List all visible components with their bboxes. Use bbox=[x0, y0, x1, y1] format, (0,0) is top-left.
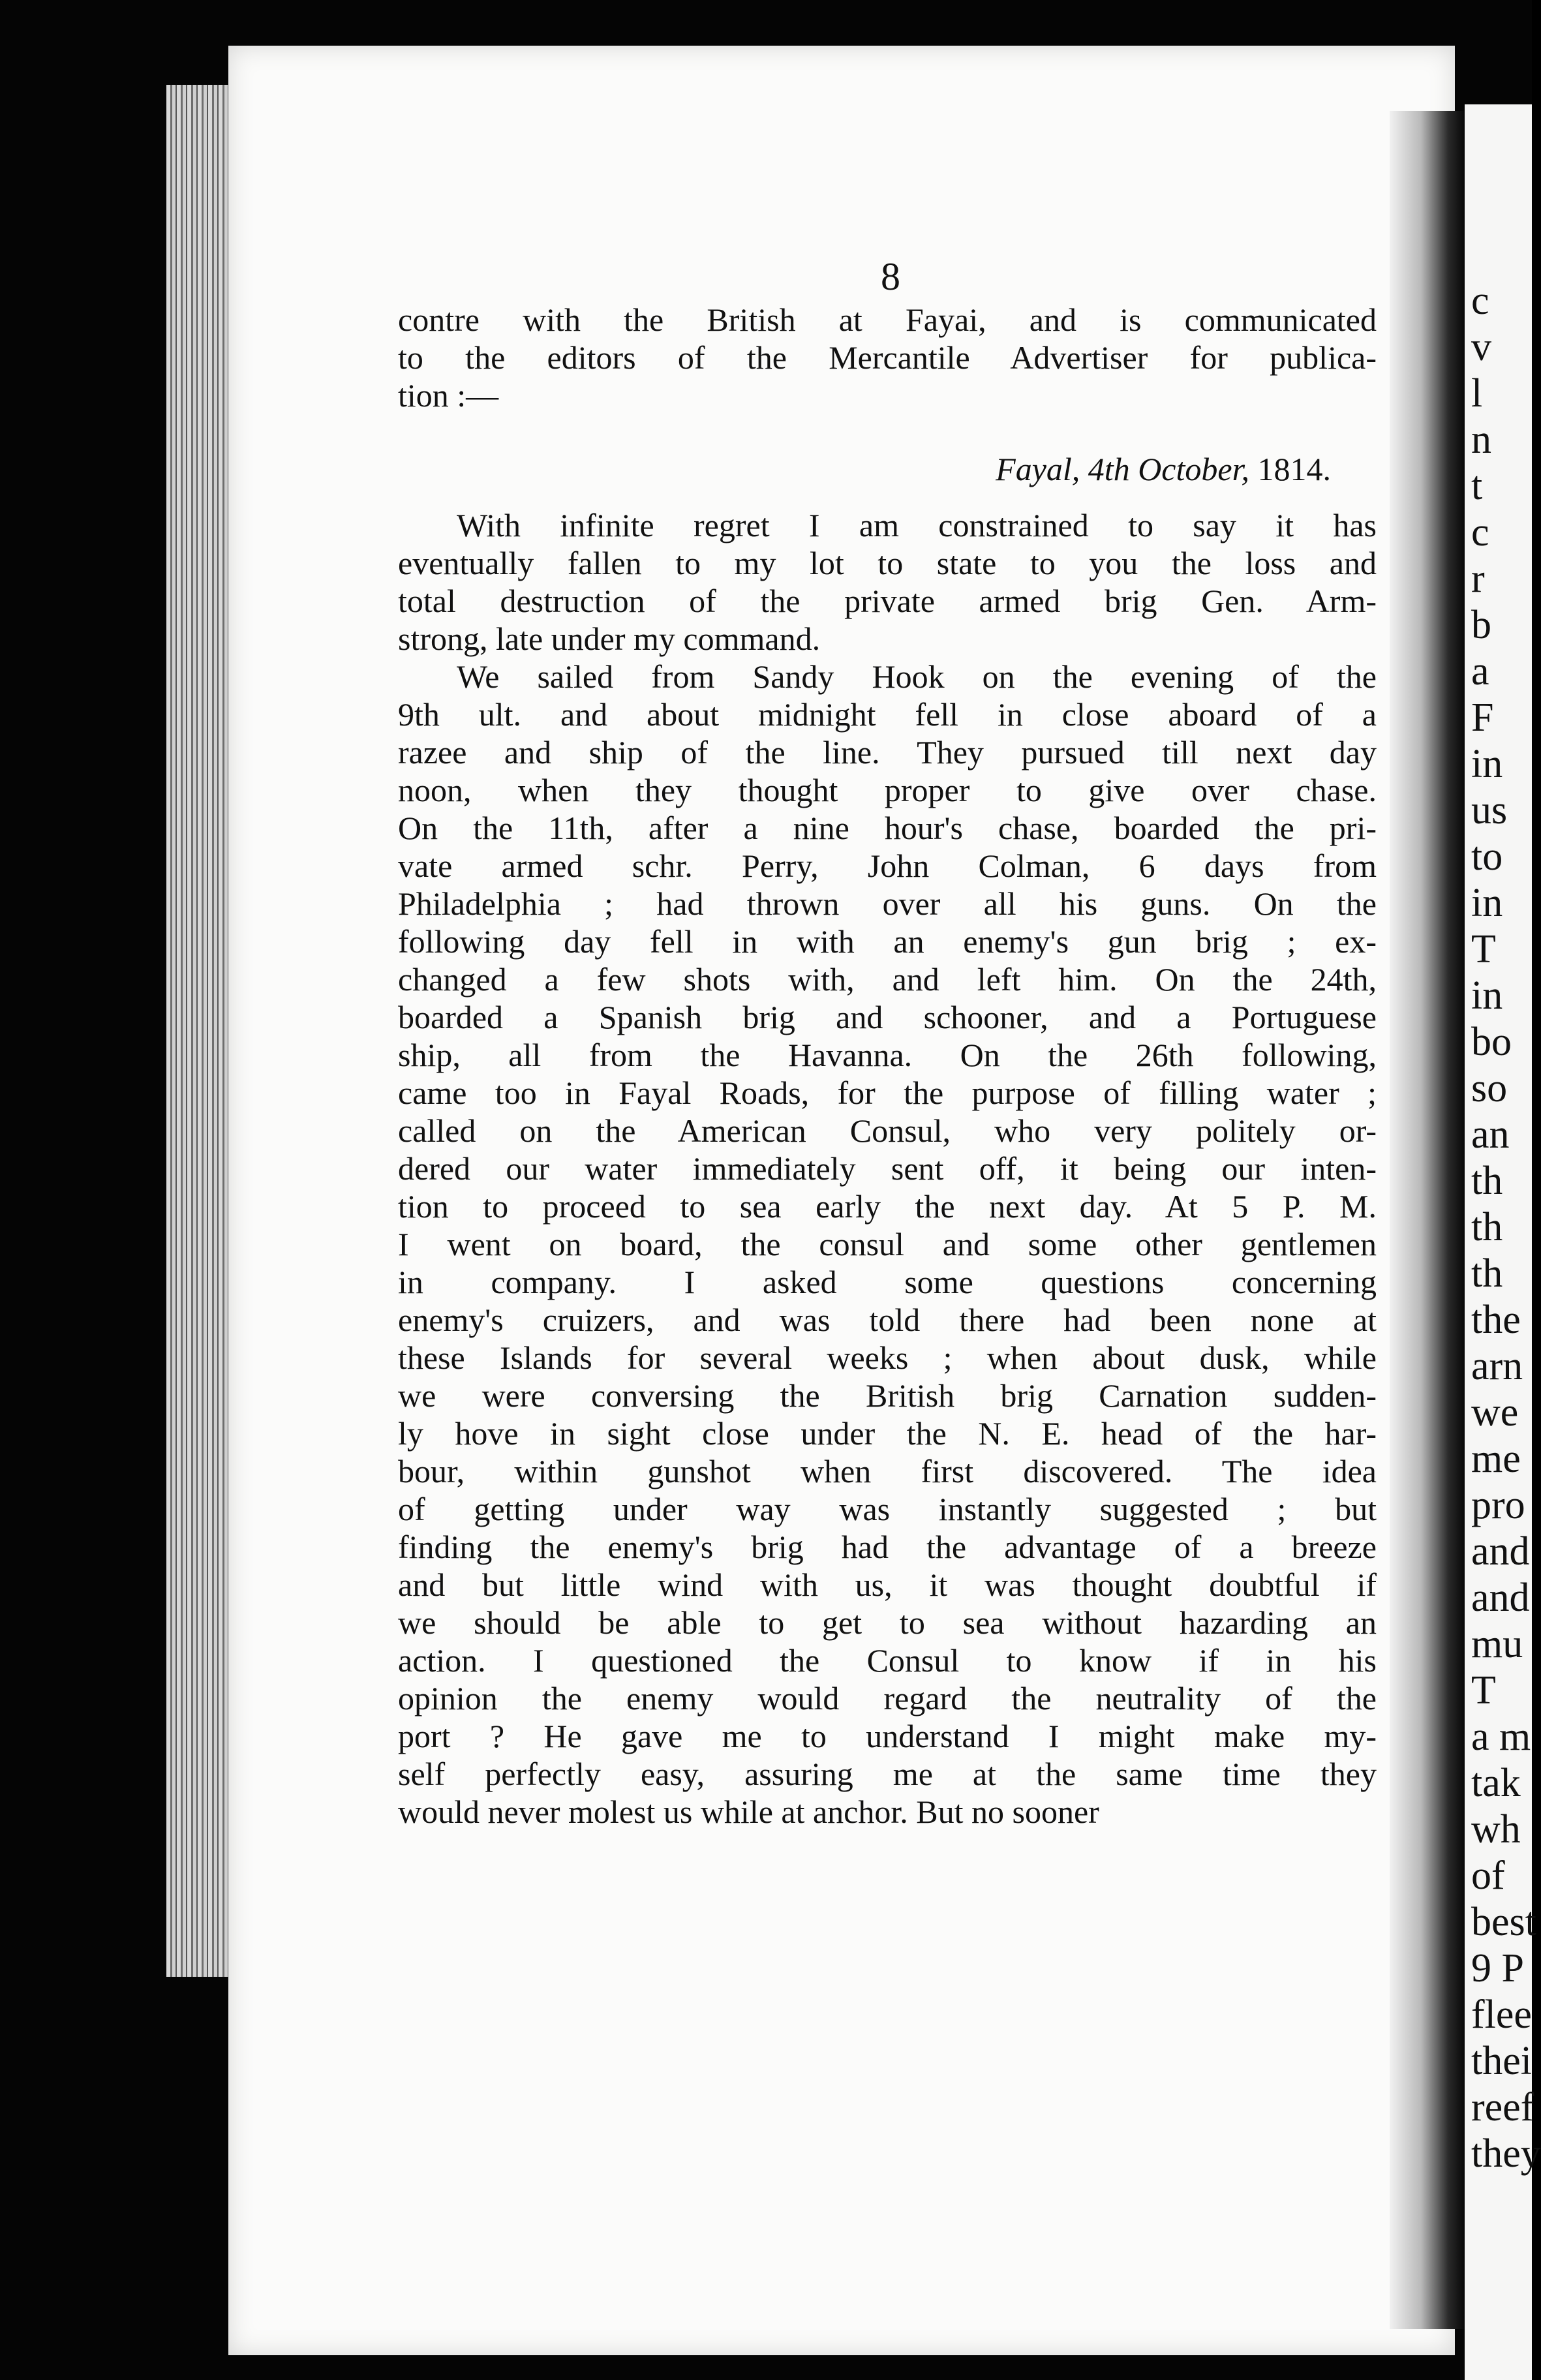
paragraph-1-line: eventually fallen to my lot to state to you the loss and bbox=[398, 545, 1377, 581]
facing-page-text: th bbox=[1471, 1251, 1503, 1296]
book-gutter-shadow bbox=[1390, 111, 1468, 2329]
paragraph-2-line: self perfectly easy, assuring me at the same time they bbox=[398, 1756, 1377, 1792]
facing-page-text: T bbox=[1471, 1668, 1496, 1713]
paragraph-2-line: changed a few shots with, and left him. On the 24th, bbox=[398, 961, 1377, 998]
facing-page-text: flee bbox=[1471, 1992, 1532, 2037]
facing-page-text: us bbox=[1471, 788, 1508, 832]
paragraph-2-line: of getting under way was instantly suggested ; but bbox=[398, 1491, 1377, 1527]
facing-page-text: wh bbox=[1471, 1807, 1521, 1852]
facing-page-text: c bbox=[1471, 279, 1489, 323]
facing-page-text: tak bbox=[1471, 1761, 1521, 1805]
facing-page-text: c bbox=[1471, 510, 1489, 555]
facing-page-text: we bbox=[1471, 1390, 1519, 1435]
page-number: 8 bbox=[881, 255, 900, 298]
paragraph-2-line: opinion the enemy would regard the neutrality of the bbox=[398, 1680, 1377, 1716]
paragraph-2-line: in company. I asked some questions concerning bbox=[398, 1264, 1377, 1300]
facing-page-text: a m bbox=[1471, 1715, 1531, 1759]
facing-page-text: reef bbox=[1471, 2085, 1534, 2129]
paragraph-2-line: ly hove in sight close under the N. E. head of the har- bbox=[398, 1415, 1377, 1452]
facing-page-text: r bbox=[1471, 557, 1485, 601]
facing-page-text: t bbox=[1471, 464, 1483, 508]
paragraph-2-line: vate armed schr. Perry, John Colman, 6 days from bbox=[398, 847, 1377, 884]
intro-line: to the editors of the Mercantile Advertiser for publica- bbox=[398, 339, 1377, 376]
facing-page-text: an bbox=[1471, 1112, 1510, 1157]
facing-page-text: they bbox=[1471, 2131, 1541, 2176]
paragraph-2-line: ship, all from the Havanna. On the 26th following, bbox=[398, 1037, 1377, 1073]
dateline-year: 1814. bbox=[1257, 451, 1331, 487]
dateline-date: 4th October, bbox=[1088, 451, 1249, 487]
facing-page-text: F bbox=[1471, 695, 1494, 740]
paragraph-2-line: Philadelphia ; had thrown over all his guns. On the bbox=[398, 885, 1377, 922]
facing-page-text: th bbox=[1471, 1159, 1503, 1203]
paragraph-2-line: we were conversing the British brig Carnation sudden- bbox=[398, 1377, 1377, 1414]
paragraph-2-line: enemy's cruizers, and was told there had been none at bbox=[398, 1302, 1377, 1338]
paragraph-2-line: 9th ult. and about midnight fell in close aboard of a bbox=[398, 696, 1377, 733]
facing-page-text: th bbox=[1471, 1205, 1503, 1249]
paragraph-2-line: bour, within gunshot when first discovered. The idea bbox=[398, 1453, 1377, 1489]
facing-page-text: to bbox=[1471, 834, 1503, 879]
paragraph-1-line: strong, late under my command. bbox=[398, 620, 821, 657]
facing-page-text: in bbox=[1471, 742, 1503, 786]
paragraph-2-line: called on the American Consul, who very politely or- bbox=[398, 1112, 1377, 1149]
intro-line: tion :— bbox=[398, 377, 499, 414]
facing-page-text: and bbox=[1471, 1529, 1530, 1574]
facing-page-text: n bbox=[1471, 418, 1491, 462]
facing-page-text: the bbox=[1471, 1298, 1521, 1342]
facing-page-text: best bbox=[1471, 1900, 1536, 1944]
paragraph-2-line: On the 11th, after a nine hour's chase, boarded the pri- bbox=[398, 810, 1377, 846]
facing-page-text: mu bbox=[1471, 1622, 1523, 1666]
facing-page-text: of bbox=[1471, 1854, 1505, 1898]
facing-page-text: me bbox=[1471, 1437, 1521, 1481]
paragraph-2-line: We sailed from Sandy Hook on the evening of the bbox=[457, 658, 1377, 695]
facing-page-text: so bbox=[1471, 1066, 1508, 1110]
facing-page-text: arn bbox=[1471, 1344, 1523, 1388]
facing-page-text: 9 P bbox=[1471, 1946, 1524, 1991]
intro-line: contre with the British at Fayai, and is communicated bbox=[398, 301, 1377, 338]
paragraph-2-line: and but little wind with us, it was thought doubtful if bbox=[398, 1566, 1377, 1603]
facing-page-text: b bbox=[1471, 603, 1491, 647]
paragraph-2-line: boarded a Spanish brig and schooner, and a Portuguese bbox=[398, 999, 1377, 1035]
facing-page-text: v bbox=[1471, 325, 1491, 369]
facing-page-text: in bbox=[1471, 973, 1503, 1018]
paragraph-2-line: following day fell in with an enemy's gun brig ; ex- bbox=[398, 923, 1377, 960]
facing-page-text: bo bbox=[1471, 1020, 1512, 1064]
paragraph-2-line: I went on board, the consul and some other gentlemen bbox=[398, 1226, 1377, 1262]
paragraph-2-line: these Islands for several weeks ; when about dusk, while bbox=[398, 1339, 1377, 1376]
paragraph-2-line: would never molest us while at anchor. But no sooner bbox=[398, 1793, 1099, 1830]
facing-page-text: T bbox=[1471, 927, 1496, 971]
facing-page-text: pro bbox=[1471, 1483, 1525, 1527]
facing-page-text: thei bbox=[1471, 2039, 1532, 2083]
paragraph-1-line: total destruction of the private armed brig Gen. Arm- bbox=[398, 583, 1377, 619]
paragraph-2-line: tion to proceed to sea early the next day. At 5 P. M. bbox=[398, 1188, 1377, 1225]
paragraph-2-line: finding the enemy's brig had the advantage of a breeze bbox=[398, 1529, 1377, 1565]
paragraph-2-line: we should be able to get to sea without hazarding an bbox=[398, 1604, 1377, 1641]
facing-page-fragment bbox=[1465, 104, 1541, 2380]
facing-page-text: and bbox=[1471, 1576, 1530, 1620]
paragraph-2-line: port ? He gave me to understand I might make my- bbox=[398, 1718, 1377, 1754]
paragraph-2-line: noon, when they thought proper to give over chase. bbox=[398, 772, 1377, 808]
facing-page-text: l bbox=[1471, 371, 1483, 416]
paragraph-2-line: razee and ship of the line. They pursued till next day bbox=[398, 734, 1377, 770]
paragraph-2-line: action. I questioned the Consul to know if in his bbox=[398, 1642, 1377, 1679]
paragraph-2-line: came too in Fayal Roads, for the purpose of filling water ; bbox=[398, 1075, 1377, 1111]
facing-page-text: in bbox=[1471, 881, 1503, 925]
dateline bbox=[398, 450, 1331, 488]
dateline-place: Fayal, bbox=[996, 451, 1080, 487]
facing-page-text: a bbox=[1471, 649, 1489, 694]
paragraph-2-line: dered our water immediately sent off, it being our inten- bbox=[398, 1150, 1377, 1187]
paragraph-1-line: With infinite regret I am constrained to say it has bbox=[457, 507, 1377, 543]
